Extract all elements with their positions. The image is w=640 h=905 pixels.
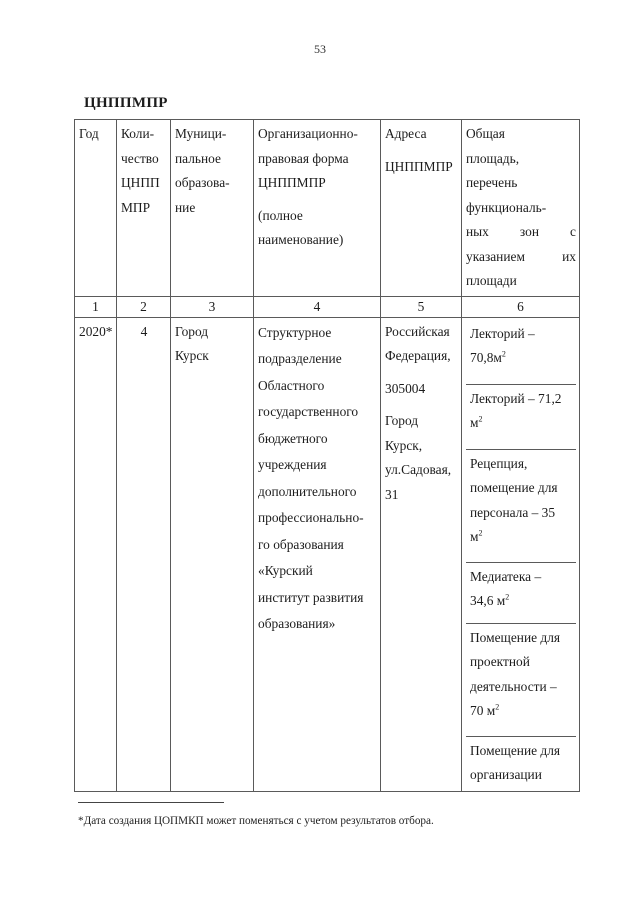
zone-item: Рецепция, помещение для персонала – 35 $м^2$ [466,450,576,563]
zone-item: Помещение для организации [470,742,561,782]
table-row [75,317,580,791]
col-num-1: 1 [75,296,117,317]
cell-year: 2020* [75,317,117,791]
zone-item: Медиатека – 34,6 $м^2$ [466,563,576,624]
header-address: Адреса ЦНППМПР [381,120,462,297]
header-org-form: Организационно- правовая форма ЦНППМПР (полное наименование) [254,120,381,297]
cell-address: Российская Федерация, 305004 Город Курск, ул.Садовая, 31 [381,317,462,791]
cell-count: 4 [117,317,171,791]
zone-item: Лекторий – 71,2 $м^2$ [466,385,576,450]
col-num-6: 6 [462,296,580,317]
header-year: Год [75,120,117,297]
zone-item: Лекторий – $70,8м^2$ [466,320,576,385]
cell-municipality: Город Курск [171,317,254,791]
col-num-2: 2 [117,296,171,317]
cell-org-name: Структурное подразделение Областного государственного бюджетного учреждения дополнительного профессионально- го образования «Курский институт развития образования» [254,317,381,791]
col-num-3: 3 [171,296,254,317]
col-num-5: 5 [381,296,462,317]
header-row [75,120,580,297]
zone-item: Помещение для проектной деятельности – 70 $м^2$ [466,624,576,737]
centers-table [74,119,580,792]
footnote: *Дата создания ЦОПМКП может поменяться с учетом результатов отбора. [78,815,434,827]
header-area-line-5: ных зон с [466,224,576,239]
header-count: Коли- чество ЦНПП МПР [117,120,171,297]
column-numbers-row [75,296,580,317]
cell-zones [462,317,580,791]
section-title: ЦНППМПР [84,95,168,111]
header-area: Общая площадь, перечень функциональ- ных зон с указанием их площади [462,120,580,297]
footnote-divider [78,802,224,803]
col-num-4: 4 [254,296,381,317]
header-municipality: Муници- пальное образова- ние [171,120,254,297]
header-area-line-6: указанием их [466,248,576,264]
page-number: 53 [314,42,326,56]
